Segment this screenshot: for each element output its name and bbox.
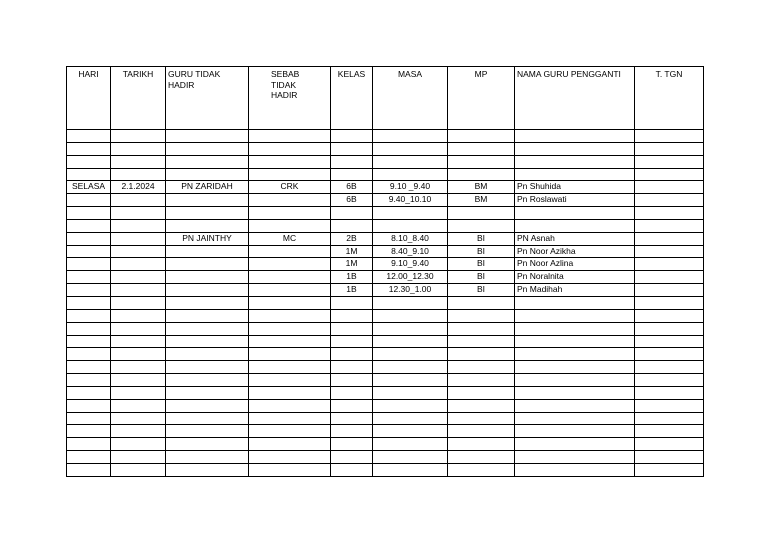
- cell-guru-tidak-hadir: [166, 399, 249, 412]
- cell-kelas: 1M: [331, 258, 373, 271]
- cell-nama-guru-pengganti: [515, 142, 635, 155]
- cell-guru-tidak-hadir: [166, 155, 249, 168]
- cell-sebab-tidak-hadir: [249, 194, 331, 207]
- cell-t-tgn: [635, 451, 704, 464]
- table-row: [67, 309, 704, 322]
- cell-kelas: [331, 219, 373, 232]
- cell-kelas: [331, 130, 373, 143]
- cell-guru-tidak-hadir: [166, 309, 249, 322]
- cell-nama-guru-pengganti: [515, 168, 635, 181]
- cell-sebab-tidak-hadir: [249, 296, 331, 309]
- cell-hari: [67, 142, 111, 155]
- cell-masa: [373, 219, 448, 232]
- cell-nama-guru-pengganti: Pn Roslawati: [515, 194, 635, 207]
- cell-masa: [373, 412, 448, 425]
- cell-nama-guru-pengganti: [515, 309, 635, 322]
- cell-masa: 9.10_9.40: [373, 258, 448, 271]
- cell-guru-tidak-hadir: [166, 348, 249, 361]
- cell-guru-tidak-hadir: [166, 451, 249, 464]
- table-row: [67, 348, 704, 361]
- cell-tarikh: [111, 232, 166, 245]
- cell-nama-guru-pengganti: [515, 374, 635, 387]
- cell-masa: 9.10 _9.40: [373, 181, 448, 194]
- cell-kelas: [331, 142, 373, 155]
- cell-masa: 12.00_12.30: [373, 271, 448, 284]
- cell-guru-tidak-hadir: [166, 296, 249, 309]
- cell-hari: [67, 155, 111, 168]
- cell-mp: [448, 219, 515, 232]
- cell-masa: [373, 296, 448, 309]
- cell-t-tgn: [635, 232, 704, 245]
- cell-sebab-tidak-hadir: [249, 309, 331, 322]
- cell-tarikh: [111, 322, 166, 335]
- cell-t-tgn: [635, 438, 704, 451]
- cell-kelas: 1B: [331, 271, 373, 284]
- cell-kelas: [331, 386, 373, 399]
- table-row: [67, 181, 704, 194]
- cell-guru-tidak-hadir: [166, 322, 249, 335]
- cell-tarikh: [111, 142, 166, 155]
- cell-mp: BI: [448, 284, 515, 297]
- cell-t-tgn: [635, 309, 704, 322]
- cell-sebab-tidak-hadir: [249, 271, 331, 284]
- cell-sebab-tidak-hadir: [249, 399, 331, 412]
- cell-masa: [373, 386, 448, 399]
- cell-hari: [67, 168, 111, 181]
- cell-t-tgn: [635, 219, 704, 232]
- cell-masa: 8.40_9.10: [373, 245, 448, 258]
- cell-guru-tidak-hadir: [166, 130, 249, 143]
- cell-kelas: 1B: [331, 284, 373, 297]
- cell-hari: [67, 438, 111, 451]
- cell-masa: [373, 335, 448, 348]
- cell-tarikh: [111, 374, 166, 387]
- cell-tarikh: [111, 155, 166, 168]
- cell-guru-tidak-hadir: PN ZARIDAH: [166, 181, 249, 194]
- cell-sebab-tidak-hadir: [249, 142, 331, 155]
- cell-guru-tidak-hadir: [166, 284, 249, 297]
- cell-kelas: [331, 296, 373, 309]
- cell-nama-guru-pengganti: [515, 322, 635, 335]
- cell-mp: [448, 309, 515, 322]
- table-row: [67, 155, 704, 168]
- cell-kelas: [331, 425, 373, 438]
- table-row: [67, 284, 704, 297]
- cell-masa: [373, 399, 448, 412]
- cell-t-tgn: [635, 335, 704, 348]
- cell-masa: [373, 348, 448, 361]
- cell-sebab-tidak-hadir: [249, 322, 331, 335]
- cell-mp: [448, 296, 515, 309]
- cell-mp: [448, 451, 515, 464]
- cell-hari: [67, 258, 111, 271]
- cell-t-tgn: [635, 399, 704, 412]
- cell-t-tgn: [635, 181, 704, 194]
- cell-masa: [373, 168, 448, 181]
- col-header-kelas: KELAS: [331, 67, 373, 130]
- cell-kelas: 6B: [331, 181, 373, 194]
- cell-kelas: [331, 207, 373, 220]
- cell-tarikh: [111, 463, 166, 476]
- cell-hari: [67, 412, 111, 425]
- cell-tarikh: [111, 451, 166, 464]
- col-header-guru-tidak-hadir: GURU TIDAK HADIR: [166, 67, 249, 130]
- col-header-nama-guru-pengganti: NAMA GURU PENGGANTI: [515, 67, 635, 130]
- cell-sebab-tidak-hadir: [249, 412, 331, 425]
- cell-mp: [448, 463, 515, 476]
- cell-masa: [373, 463, 448, 476]
- cell-hari: [67, 335, 111, 348]
- col-header-masa: MASA: [373, 67, 448, 130]
- cell-kelas: [331, 361, 373, 374]
- cell-nama-guru-pengganti: [515, 207, 635, 220]
- cell-sebab-tidak-hadir: [249, 348, 331, 361]
- cell-mp: [448, 386, 515, 399]
- cell-mp: [448, 155, 515, 168]
- cell-kelas: [331, 309, 373, 322]
- cell-kelas: [331, 412, 373, 425]
- table-row: [67, 412, 704, 425]
- cell-kelas: 6B: [331, 194, 373, 207]
- cell-hari: [67, 207, 111, 220]
- col-header-hari: HARI: [67, 67, 111, 130]
- cell-t-tgn: [635, 168, 704, 181]
- cell-tarikh: [111, 309, 166, 322]
- cell-masa: [373, 374, 448, 387]
- cell-sebab-tidak-hadir: [249, 463, 331, 476]
- cell-sebab-tidak-hadir: [249, 361, 331, 374]
- cell-guru-tidak-hadir: [166, 245, 249, 258]
- cell-nama-guru-pengganti: Pn Noor Azlina: [515, 258, 635, 271]
- cell-nama-guru-pengganti: [515, 296, 635, 309]
- cell-t-tgn: [635, 386, 704, 399]
- cell-kelas: [331, 374, 373, 387]
- cell-guru-tidak-hadir: [166, 425, 249, 438]
- cell-t-tgn: [635, 374, 704, 387]
- cell-masa: [373, 309, 448, 322]
- table-row: [67, 463, 704, 476]
- cell-mp: [448, 130, 515, 143]
- cell-hari: [67, 348, 111, 361]
- table-row: [67, 271, 704, 284]
- cell-tarikh: [111, 284, 166, 297]
- cell-nama-guru-pengganti: [515, 386, 635, 399]
- table-row: [67, 245, 704, 258]
- cell-t-tgn: [635, 245, 704, 258]
- cell-guru-tidak-hadir: [166, 386, 249, 399]
- cell-sebab-tidak-hadir: [249, 335, 331, 348]
- cell-tarikh: [111, 271, 166, 284]
- table-row: [67, 361, 704, 374]
- cell-tarikh: [111, 207, 166, 220]
- col-header-sebab-tidak-hadir: SEBAB TIDAK HADIR: [249, 67, 331, 130]
- cell-sebab-tidak-hadir: [249, 258, 331, 271]
- cell-sebab-tidak-hadir: CRK: [249, 181, 331, 194]
- cell-hari: [67, 425, 111, 438]
- cell-nama-guru-pengganti: [515, 361, 635, 374]
- table-row: [67, 399, 704, 412]
- cell-mp: BI: [448, 245, 515, 258]
- cell-masa: [373, 130, 448, 143]
- cell-masa: [373, 155, 448, 168]
- cell-sebab-tidak-hadir: [249, 386, 331, 399]
- cell-mp: [448, 399, 515, 412]
- cell-guru-tidak-hadir: [166, 412, 249, 425]
- cell-mp: [448, 412, 515, 425]
- cell-kelas: [331, 438, 373, 451]
- cell-masa: [373, 322, 448, 335]
- cell-tarikh: [111, 335, 166, 348]
- table-row: [67, 168, 704, 181]
- cell-tarikh: [111, 348, 166, 361]
- cell-t-tgn: [635, 425, 704, 438]
- cell-t-tgn: [635, 296, 704, 309]
- cell-sebab-tidak-hadir: [249, 207, 331, 220]
- cell-masa: [373, 425, 448, 438]
- cell-mp: [448, 168, 515, 181]
- cell-mp: [448, 425, 515, 438]
- cell-kelas: 2B: [331, 232, 373, 245]
- table-row: [67, 374, 704, 387]
- cell-tarikh: [111, 386, 166, 399]
- table-row: [67, 142, 704, 155]
- cell-t-tgn: [635, 207, 704, 220]
- cell-t-tgn: [635, 284, 704, 297]
- col-header-t-tgn: T. TGN: [635, 67, 704, 130]
- cell-hari: [67, 194, 111, 207]
- cell-guru-tidak-hadir: [166, 271, 249, 284]
- cell-t-tgn: [635, 463, 704, 476]
- cell-nama-guru-pengganti: Pn Noralnita: [515, 271, 635, 284]
- cell-tarikh: [111, 361, 166, 374]
- cell-hari: [67, 284, 111, 297]
- cell-tarikh: [111, 258, 166, 271]
- cell-nama-guru-pengganti: [515, 399, 635, 412]
- cell-hari: [67, 374, 111, 387]
- cell-guru-tidak-hadir: [166, 463, 249, 476]
- cell-tarikh: 2.1.2024: [111, 181, 166, 194]
- cell-hari: [67, 399, 111, 412]
- header-row: [67, 67, 704, 130]
- table-row: [67, 438, 704, 451]
- table-row: [67, 322, 704, 335]
- col-header-mp: MP: [448, 67, 515, 130]
- cell-kelas: [331, 335, 373, 348]
- cell-hari: [67, 463, 111, 476]
- cell-kelas: [331, 322, 373, 335]
- cell-hari: [67, 451, 111, 464]
- cell-mp: BI: [448, 232, 515, 245]
- cell-guru-tidak-hadir: [166, 194, 249, 207]
- cell-nama-guru-pengganti: [515, 425, 635, 438]
- table-row: [67, 296, 704, 309]
- cell-sebab-tidak-hadir: [249, 425, 331, 438]
- cell-guru-tidak-hadir: [166, 258, 249, 271]
- cell-sebab-tidak-hadir: [249, 130, 331, 143]
- cell-tarikh: [111, 438, 166, 451]
- cell-nama-guru-pengganti: [515, 219, 635, 232]
- cell-masa: 8.10_8.40: [373, 232, 448, 245]
- cell-t-tgn: [635, 348, 704, 361]
- cell-sebab-tidak-hadir: MC: [249, 232, 331, 245]
- cell-hari: SELASA: [67, 181, 111, 194]
- cell-sebab-tidak-hadir: [249, 245, 331, 258]
- table-row: [67, 451, 704, 464]
- cell-nama-guru-pengganti: [515, 463, 635, 476]
- cell-t-tgn: [635, 142, 704, 155]
- cell-mp: BM: [448, 181, 515, 194]
- cell-guru-tidak-hadir: [166, 142, 249, 155]
- cell-guru-tidak-hadir: [166, 207, 249, 220]
- table-body: [67, 130, 704, 477]
- cell-nama-guru-pengganti: PN Asnah: [515, 232, 635, 245]
- cell-kelas: [331, 348, 373, 361]
- table-row: [67, 425, 704, 438]
- cell-tarikh: [111, 296, 166, 309]
- cell-guru-tidak-hadir: [166, 168, 249, 181]
- cell-mp: [448, 322, 515, 335]
- cell-mp: BI: [448, 258, 515, 271]
- cell-tarikh: [111, 412, 166, 425]
- cell-guru-tidak-hadir: [166, 374, 249, 387]
- cell-nama-guru-pengganti: [515, 130, 635, 143]
- relief-teacher-table: [66, 66, 704, 477]
- cell-nama-guru-pengganti: [515, 155, 635, 168]
- table-row: [67, 194, 704, 207]
- cell-masa: [373, 438, 448, 451]
- cell-sebab-tidak-hadir: [249, 451, 331, 464]
- cell-tarikh: [111, 194, 166, 207]
- cell-t-tgn: [635, 361, 704, 374]
- cell-hari: [67, 232, 111, 245]
- cell-mp: [448, 361, 515, 374]
- cell-guru-tidak-hadir: [166, 361, 249, 374]
- cell-t-tgn: [635, 412, 704, 425]
- cell-mp: [448, 438, 515, 451]
- cell-kelas: [331, 463, 373, 476]
- cell-nama-guru-pengganti: Pn Shuhida: [515, 181, 635, 194]
- cell-kelas: 1M: [331, 245, 373, 258]
- cell-mp: [448, 374, 515, 387]
- cell-t-tgn: [635, 130, 704, 143]
- cell-tarikh: [111, 245, 166, 258]
- cell-sebab-tidak-hadir: [249, 284, 331, 297]
- cell-sebab-tidak-hadir: [249, 219, 331, 232]
- cell-hari: [67, 271, 111, 284]
- cell-hari: [67, 309, 111, 322]
- cell-masa: [373, 361, 448, 374]
- cell-guru-tidak-hadir: [166, 438, 249, 451]
- cell-kelas: [331, 399, 373, 412]
- cell-nama-guru-pengganti: Pn Madihah: [515, 284, 635, 297]
- cell-masa: [373, 451, 448, 464]
- cell-kelas: [331, 155, 373, 168]
- cell-kelas: [331, 451, 373, 464]
- cell-t-tgn: [635, 155, 704, 168]
- cell-t-tgn: [635, 322, 704, 335]
- cell-mp: [448, 207, 515, 220]
- table-row: [67, 219, 704, 232]
- cell-sebab-tidak-hadir: [249, 155, 331, 168]
- cell-sebab-tidak-hadir: [249, 168, 331, 181]
- cell-kelas: [331, 168, 373, 181]
- cell-hari: [67, 361, 111, 374]
- cell-tarikh: [111, 425, 166, 438]
- cell-masa: 9.40_10.10: [373, 194, 448, 207]
- cell-hari: [67, 219, 111, 232]
- cell-mp: BI: [448, 271, 515, 284]
- cell-t-tgn: [635, 258, 704, 271]
- cell-masa: 12.30_1.00: [373, 284, 448, 297]
- cell-guru-tidak-hadir: [166, 335, 249, 348]
- cell-nama-guru-pengganti: Pn Noor Azikha: [515, 245, 635, 258]
- cell-nama-guru-pengganti: [515, 451, 635, 464]
- cell-hari: [67, 296, 111, 309]
- cell-tarikh: [111, 168, 166, 181]
- cell-sebab-tidak-hadir: [249, 374, 331, 387]
- table-row: [67, 232, 704, 245]
- cell-hari: [67, 322, 111, 335]
- cell-sebab-tidak-hadir: [249, 438, 331, 451]
- col-header-tarikh: TARIKH: [111, 67, 166, 130]
- cell-hari: [67, 245, 111, 258]
- cell-nama-guru-pengganti: [515, 412, 635, 425]
- cell-hari: [67, 130, 111, 143]
- cell-masa: [373, 142, 448, 155]
- table-row: [67, 386, 704, 399]
- cell-nama-guru-pengganti: [515, 348, 635, 361]
- cell-guru-tidak-hadir: [166, 219, 249, 232]
- cell-tarikh: [111, 130, 166, 143]
- table-row: [67, 258, 704, 271]
- cell-nama-guru-pengganti: [515, 335, 635, 348]
- cell-nama-guru-pengganti: [515, 438, 635, 451]
- cell-mp: [448, 335, 515, 348]
- table-row: [67, 207, 704, 220]
- cell-t-tgn: [635, 271, 704, 284]
- cell-tarikh: [111, 399, 166, 412]
- table-row: [67, 335, 704, 348]
- cell-mp: BM: [448, 194, 515, 207]
- cell-mp: [448, 142, 515, 155]
- cell-masa: [373, 207, 448, 220]
- cell-guru-tidak-hadir: PN JAINTHY: [166, 232, 249, 245]
- table-row: [67, 130, 704, 143]
- cell-hari: [67, 386, 111, 399]
- cell-t-tgn: [635, 194, 704, 207]
- cell-tarikh: [111, 219, 166, 232]
- cell-mp: [448, 348, 515, 361]
